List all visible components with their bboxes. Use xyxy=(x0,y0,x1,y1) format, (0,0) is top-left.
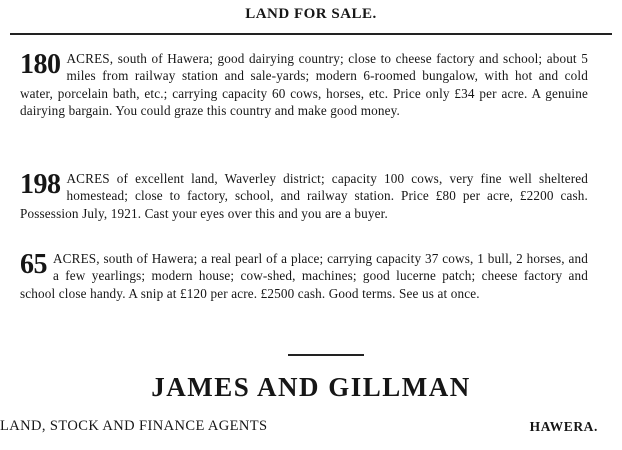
listing-text: ACRES, south of Hawera; a real pearl of a place; carrying capacity 37 cows, 1 bull, 2 horses, and a few yearlings; modern house; cow-shed, machines; good lucerne patch; cheese factory and school close handy. A snip at £120 per acre. £2500 cash. Good terms. See us at once. xyxy=(20,251,588,301)
listing-acreage: 180 xyxy=(20,49,61,80)
firm-name: JAMES AND GILLMAN xyxy=(151,372,471,402)
firm-town: HAWERA. xyxy=(529,419,598,434)
listing-acreage: 65 xyxy=(20,249,47,280)
advert-heading: LAND FOR SALE. xyxy=(245,6,377,22)
listing-65-acres xyxy=(20,250,588,302)
listing-text: ACRES of excellent land, Waverley district; capacity 100 cows, very fine well sheltered homestead; close to factory, school, and railway station. Price £80 per acre, £2200 cash. Possession July, 1921. Cast your eyes over this and you are a buyer. xyxy=(20,171,588,221)
listing-180-acres xyxy=(20,50,588,120)
listing-text: ACRES, south of Hawera; good dairying country; close to cheese factory and school; about 5 miles from railway station and sale-yards; modern 6-roomed bungalow, with hot and cold water, porcelain bath, etc.; carrying capacity 60 cows, horses, etc. Price only £34 per acre. A genuine dairying bargain. You could graze this country and make good money. xyxy=(20,51,588,119)
heading-rule xyxy=(10,33,612,35)
section-divider xyxy=(288,354,364,356)
listing-198-acres xyxy=(20,170,588,222)
firm-description: LAND, STOCK AND FINANCE AGENTS xyxy=(0,418,268,434)
listing-acreage: 198 xyxy=(20,169,61,200)
